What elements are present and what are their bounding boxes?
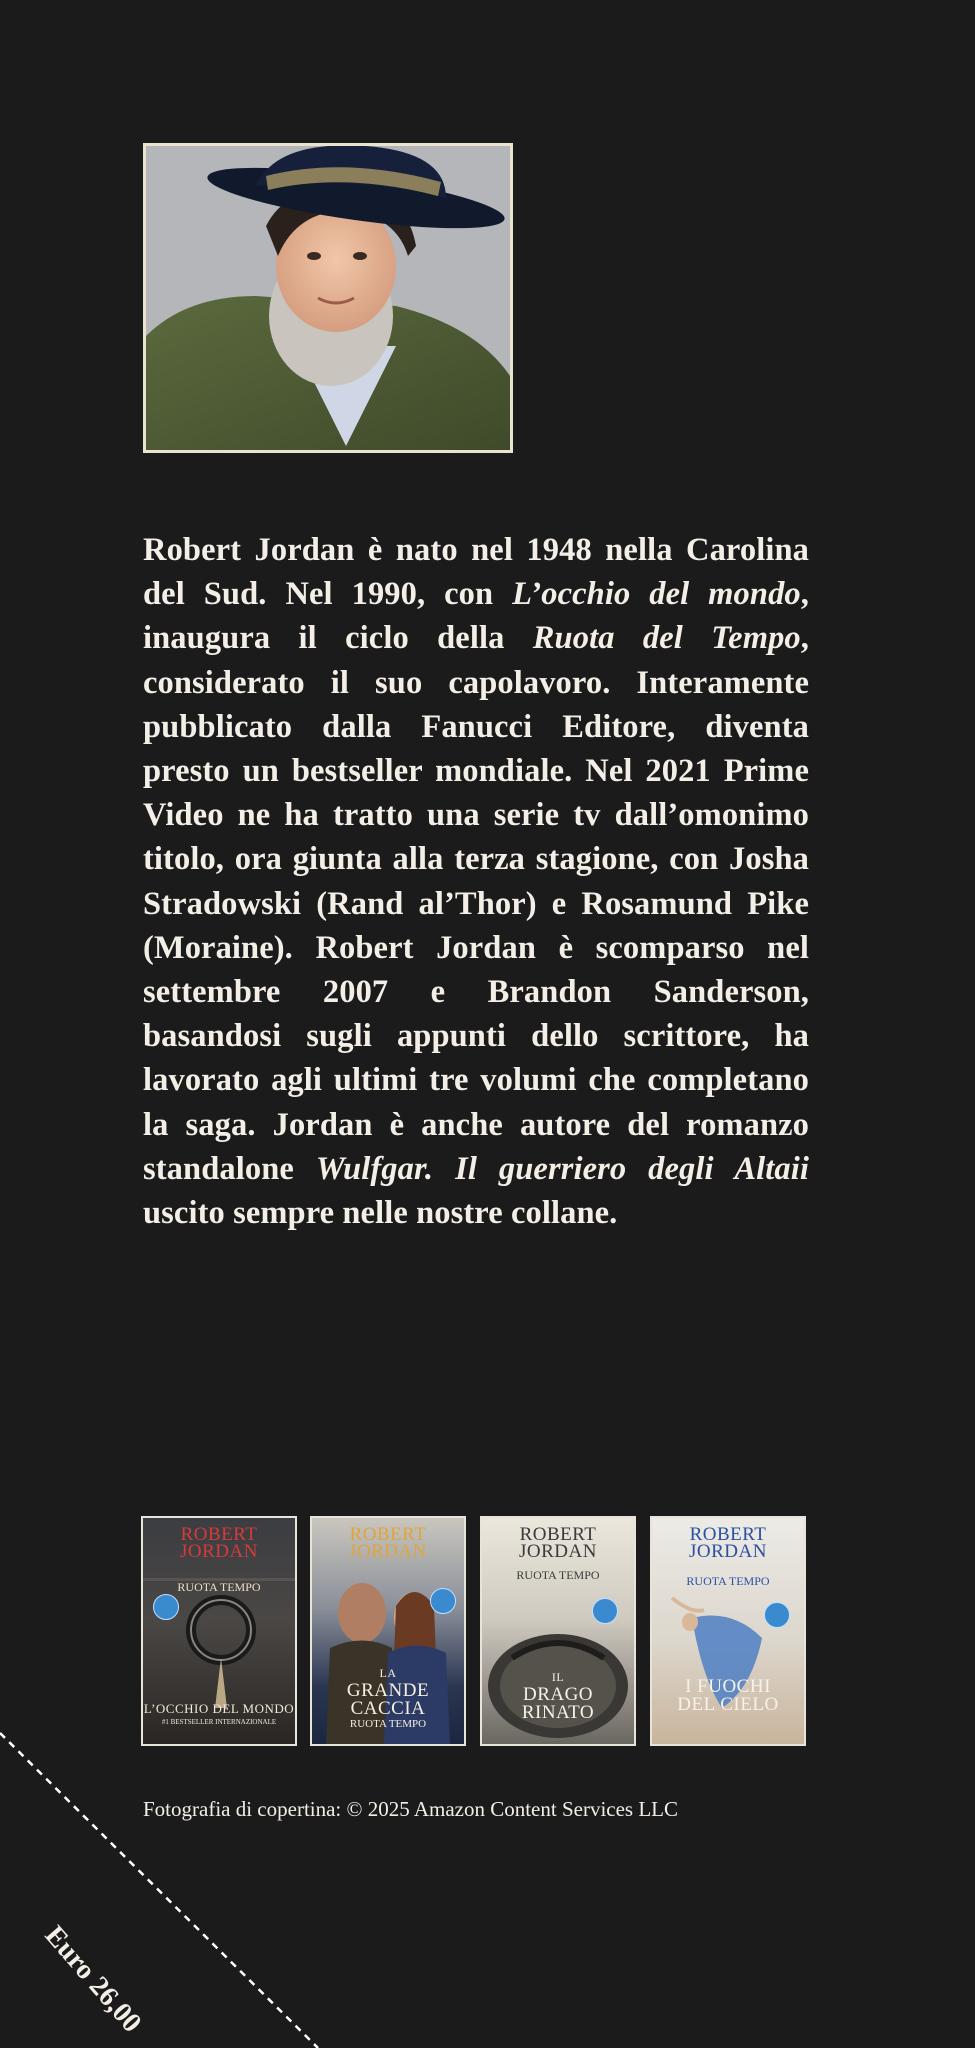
book-title-line3: CACCIA — [350, 1698, 426, 1719]
book-title: L’OCCHIO DEL MONDO — [143, 1701, 295, 1716]
bio-title-ruota-del-tempo: Ruota del Tempo — [532, 620, 801, 657]
book-author-line1: ROBERT — [180, 1524, 258, 1545]
book-author-line1: ROBERT — [689, 1524, 767, 1545]
book-series: RUOTA TEMPO — [686, 1574, 770, 1588]
book-title-line2: DEL CIELO — [677, 1694, 779, 1715]
bio-text-3: , considerato il suo capolavoro. Interamente pubblicato dalla Fanucci Editore, diventa presto un bestseller mondiale. Nel 2021 Prime Video ne ha tratto una serie tv dall’omonimo titolo, ora giunta alla terza stagione, con Josha Stradowski (Rand al’Thor) e Rosamund Pike (Moraine). Robert Jordan è scomparso nel settembre 2007 e Brandon Sanderson, basandosi sugli appunti dello scrittore, ha lavorato agli ultimi tre volumi che completano la saga. Jordan è anche autore del romanzo standalone — [143, 620, 810, 1187]
book-title-line1: IL — [551, 1670, 565, 1684]
book-author-line1: ROBERT — [349, 1524, 427, 1545]
book-author-line1: ROBERT — [519, 1524, 597, 1545]
book-series: RUOTA TEMPO — [516, 1568, 600, 1582]
book-series: RUOTA TEMPO — [177, 1580, 261, 1594]
book-title-line1: LA — [379, 1666, 397, 1680]
book-author-line2: JORDAN — [689, 1541, 767, 1562]
book-title-line2: GRANDE — [346, 1680, 430, 1701]
book-title-line3: RINATO — [521, 1702, 595, 1723]
book-author-line2: JORDAN — [349, 1541, 427, 1562]
book-author-line2: JORDAN — [519, 1541, 597, 1562]
bio-text-2: , inaugura il ciclo della — [143, 576, 810, 657]
price-label: Euro 26,00 — [38, 1920, 148, 2039]
book-title-line1: I FUOCHI — [685, 1676, 771, 1697]
cover-photo-credit: Fotografia di copertina: © 2025 Amazon Content Services LLC — [143, 1797, 679, 1821]
book-title-line2: DRAGO — [522, 1684, 594, 1705]
book-author-line2: JORDAN — [180, 1541, 258, 1562]
bio-title-wulfgar: Wulfgar. Il guerriero degli Altaii — [315, 1150, 810, 1187]
bio-title-occhio-del-mondo: L’occhio del mondo — [512, 576, 801, 613]
book-subtitle: #1 BESTSELLER INTERNAZIONALE — [161, 1718, 277, 1726]
bio-text-1: Robert Jordan è nato nel 1948 nella Carolina del Sud. Nel 1990, con — [143, 532, 809, 613]
book-series: RUOTA TEMPO — [349, 1718, 427, 1730]
bio-text-4: uscito sempre nelle nostre collane. — [143, 1195, 618, 1232]
